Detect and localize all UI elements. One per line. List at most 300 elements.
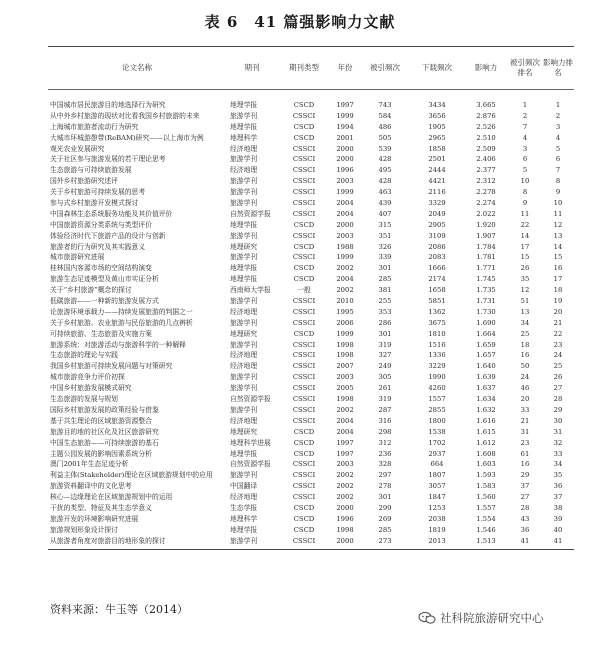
cell-year: 1997 — [336, 449, 354, 458]
cell-cite-rank: 3 — [522, 144, 528, 153]
cell-journal: 经济地理 — [230, 493, 258, 502]
header-type: 期刊类型 — [289, 63, 319, 72]
cell-year: 1994 — [336, 122, 354, 131]
cell-title: 参与式乡村旅游开发模式探讨 — [50, 199, 139, 208]
cell-impact-rank: 35 — [553, 471, 563, 480]
cell-impact-rank: 9 — [555, 188, 561, 197]
cell-downloads: 3109 — [428, 231, 446, 240]
cell-impact: 3.665 — [476, 101, 496, 109]
cell-type: CSSCI — [292, 209, 316, 218]
cell-journal: 旅游学刊 — [230, 297, 258, 306]
cell-type: CSCD — [293, 264, 315, 273]
cell-impact: 1.639 — [476, 373, 496, 382]
table-row — [48, 340, 574, 351]
cell-title: 论旅游环境承载力——持续发展旅游的判据之一 — [50, 307, 193, 316]
cell-impact-rank: 12 — [553, 220, 563, 229]
cell-title: 中国乡村旅游发展模式研究 — [50, 384, 132, 393]
cell-downloads: 3057 — [428, 482, 446, 491]
cell-title: 关于乡村旅游、农业旅游与民俗旅游的几点辨析 — [50, 318, 193, 327]
cell-type: CSCD — [293, 514, 315, 523]
cell-downloads: 2116 — [428, 188, 446, 197]
cell-year: 2003 — [336, 177, 354, 186]
cell-journal: 旅游学刊 — [230, 471, 258, 480]
watermark — [418, 610, 544, 626]
cell-title: 低碳旅游——一种新的旅游发展方式 — [50, 297, 159, 306]
cell-impact: 2.876 — [476, 111, 496, 120]
cell-journal: 旅游学刊 — [230, 253, 258, 262]
cell-cite-rank: 35 — [520, 275, 530, 284]
header-journal: 期刊 — [244, 63, 260, 72]
cell-journal: 自然资源学报 — [230, 395, 271, 404]
table-header — [48, 47, 574, 89]
cell-cites: 301 — [378, 493, 392, 502]
cell-impact: 2.377 — [476, 166, 496, 175]
cell-impact-rank: 39 — [553, 514, 563, 523]
cell-downloads: 2905 — [428, 220, 446, 229]
cell-cite-rank: 8 — [522, 188, 528, 197]
cell-impact: 1.745 — [476, 275, 496, 284]
cell-year: 2004 — [336, 427, 354, 436]
cell-title: 中国城市居民旅游目的地选择行为研究 — [50, 101, 166, 109]
cell-year: 2000 — [336, 155, 354, 164]
cell-type: CSSCI — [292, 373, 316, 382]
cell-cite-rank: 46 — [520, 384, 530, 393]
table-body — [48, 90, 574, 549]
cell-year: 2002 — [336, 405, 354, 414]
cell-title: 旅游系统：对旅游活动与旅游科学的一种解释 — [50, 340, 186, 349]
cell-type: CSSCI — [292, 395, 316, 404]
cell-downloads: 3229 — [428, 362, 446, 371]
cell-downloads: 2083 — [428, 253, 446, 262]
cell-cite-rank: 50 — [520, 362, 530, 371]
cell-impact-rank: 24 — [553, 351, 563, 360]
cell-journal: 地理学报 — [230, 220, 258, 229]
cell-year: 2002 — [336, 471, 354, 480]
cell-impact-rank: 3 — [555, 122, 561, 131]
cell-cite-rank: 61 — [520, 449, 530, 458]
cell-type: CSSCI — [292, 340, 316, 349]
cell-year: 1997 — [336, 101, 354, 109]
cell-impact: 1.784 — [476, 242, 496, 251]
table-row — [48, 394, 574, 405]
table-row — [48, 449, 574, 460]
cell-year: 2004 — [336, 209, 354, 218]
cell-impact-rank: 18 — [553, 286, 563, 295]
cell-impact-rank: 36 — [553, 482, 563, 491]
cell-cites: 269 — [378, 514, 392, 523]
cell-cites: 285 — [378, 525, 392, 534]
cell-cites: 495 — [378, 166, 392, 175]
header-cite-rank: 被引频次排名 — [510, 58, 540, 77]
cell-cites: 299 — [378, 503, 392, 512]
cell-impact-rank: 4 — [555, 133, 561, 142]
cell-type: CSCD — [293, 242, 315, 251]
cell-cites: 315 — [378, 220, 392, 229]
cell-type: CSSCI — [292, 362, 316, 371]
cell-cite-rank: 17 — [520, 242, 530, 251]
cell-journal: 经济地理 — [230, 144, 258, 153]
cell-title: 从旅游者角度对旅游目的地形象的探讨 — [50, 536, 166, 545]
cell-cites: 316 — [378, 416, 392, 425]
cell-impact: 1.657 — [476, 351, 496, 360]
cell-cite-rank: 29 — [520, 471, 530, 480]
cell-impact-rank: 37 — [553, 493, 563, 502]
cell-title: 大城市环城游憩带(ReBAM)研究——以上海市为例 — [50, 133, 204, 142]
cell-year: 1998 — [336, 351, 354, 360]
cell-impact: 1.920 — [476, 220, 496, 229]
cell-cites: 319 — [378, 395, 392, 404]
cell-downloads: 3656 — [428, 111, 446, 120]
cell-impact-rank: 28 — [553, 395, 563, 404]
cell-cite-rank: 43 — [520, 514, 530, 523]
cell-impact-rank: 38 — [553, 503, 563, 512]
cell-cite-rank: 4 — [522, 133, 528, 142]
table-row — [48, 438, 574, 449]
cell-type: CSSCI — [292, 166, 316, 175]
cell-downloads: 3434 — [428, 101, 446, 109]
cell-cites: 273 — [378, 536, 392, 545]
cell-year: 2004 — [336, 199, 354, 208]
cell-year: 2000 — [336, 536, 354, 545]
cell-title: 中国森林生态系统服务功能及其价值评价 — [50, 209, 173, 218]
cell-cite-rank: 11 — [520, 209, 530, 218]
cell-cites: 326 — [378, 242, 392, 251]
cell-type: CSSCI — [292, 307, 316, 316]
cell-downloads: 2444 — [428, 166, 446, 175]
cell-impact-rank: 26 — [553, 373, 563, 382]
cell-cite-rank: 10 — [520, 177, 530, 186]
cell-impact: 1.513 — [476, 536, 496, 545]
cell-downloads: 1362 — [428, 307, 446, 316]
cell-cites: 278 — [378, 482, 392, 491]
cell-type: CSCD — [293, 275, 315, 284]
cell-type: CSSCI — [292, 482, 316, 491]
cell-impact-rank: 7 — [555, 166, 561, 175]
table-row — [48, 198, 574, 209]
table-row — [48, 144, 574, 155]
cell-cite-rank: 16 — [520, 351, 530, 360]
table-row — [48, 122, 574, 133]
cell-journal: 旅游学刊 — [230, 384, 258, 393]
table-row — [48, 536, 574, 547]
cell-type: CSSCI — [292, 318, 316, 327]
cell-year: 1999 — [336, 111, 354, 120]
cell-impact-rank: 17 — [553, 275, 563, 284]
cell-title: 观光农业发展研究 — [50, 144, 105, 153]
cell-impact: 2.312 — [476, 177, 496, 186]
cell-type: CSSCI — [292, 144, 316, 153]
cell-cite-rank: 27 — [520, 493, 530, 502]
cell-type: CSSCI — [292, 460, 316, 469]
cell-cites: 407 — [378, 209, 392, 218]
cell-cites: 328 — [378, 460, 392, 469]
data-table — [48, 46, 574, 550]
cell-impact-rank: 11 — [553, 209, 563, 218]
cell-title: 体验经济时代下旅游产品的设计与创新 — [50, 231, 166, 240]
cell-type: CSSCI — [292, 416, 316, 425]
cell-impact-rank: 6 — [555, 155, 561, 164]
cell-journal: 地理研究 — [230, 427, 258, 436]
cell-impact: 1.731 — [476, 297, 496, 306]
cell-cites: 249 — [378, 362, 392, 371]
cell-cite-rank: 20 — [520, 395, 530, 404]
cell-downloads: 1807 — [428, 471, 446, 480]
cell-cite-rank: 23 — [520, 438, 530, 447]
cell-impact-rank: 32 — [553, 438, 563, 447]
cell-type: CSCD — [293, 449, 315, 458]
table-row — [48, 209, 574, 220]
cell-type: CSSCI — [292, 155, 316, 164]
cell-impact: 2.526 — [476, 122, 496, 131]
cell-journal: 经济地理 — [230, 351, 258, 360]
table-row — [48, 405, 574, 416]
cell-impact: 1.632 — [476, 405, 496, 414]
cell-cite-rank: 26 — [520, 264, 530, 273]
cell-title: 关于乡村旅游可持续发展的思考 — [50, 188, 146, 197]
cell-cite-rank: 31 — [520, 427, 530, 436]
cell-cites: 463 — [378, 188, 392, 197]
cell-cite-rank: 37 — [520, 482, 530, 491]
cell-downloads: 2038 — [428, 514, 446, 523]
cell-cites: 486 — [378, 122, 392, 131]
table-row — [48, 285, 574, 296]
cell-impact-rank: 15 — [553, 253, 563, 262]
cell-title: 生态旅游与可持续旅游发展 — [50, 166, 132, 175]
cell-journal: 旅游学刊 — [230, 405, 258, 414]
cell-downloads: 2174 — [428, 275, 446, 284]
cell-title: 旅游者的行为研究及其实践意义 — [50, 242, 146, 251]
table-row — [48, 111, 574, 122]
table-row — [48, 263, 574, 274]
cell-year: 2003 — [336, 231, 354, 240]
cell-downloads: 1702 — [428, 438, 446, 447]
cell-title: 生态旅游的发展与规划 — [50, 395, 118, 404]
cell-journal: 旅游学刊 — [230, 111, 258, 120]
cell-impact: 1.557 — [476, 503, 496, 512]
cell-downloads: 1800 — [428, 416, 446, 425]
table-row — [48, 307, 574, 318]
cell-title: 利益主体(Stakeholder)理论在区域旅游规划中的应用 — [50, 471, 213, 480]
table-row — [48, 459, 574, 470]
cell-journal: 地理学报 — [230, 449, 258, 458]
cell-impact: 1.664 — [476, 329, 496, 338]
cell-impact: 1.659 — [476, 340, 496, 349]
cell-journal: 经济地理 — [230, 307, 258, 316]
cell-impact-rank: 8 — [555, 177, 561, 186]
table-row — [48, 231, 574, 242]
cell-cites: 428 — [378, 155, 392, 164]
cell-impact: 1.907 — [476, 231, 496, 240]
table-row — [48, 242, 574, 253]
header-impact: 影响力 — [474, 63, 498, 72]
cell-impact: 1.593 — [476, 471, 496, 480]
cell-type: CSCD — [293, 438, 315, 447]
cell-journal: 生态学报 — [230, 503, 258, 512]
table-row — [48, 187, 574, 198]
cell-cites: 353 — [378, 307, 392, 316]
cell-impact: 1.735 — [476, 286, 496, 295]
cell-impact: 1.603 — [476, 460, 496, 469]
table-row — [48, 133, 574, 144]
cell-cite-rank: 21 — [520, 416, 530, 425]
cell-impact: 2.510 — [476, 133, 496, 142]
table-row — [48, 361, 574, 372]
cell-cites: 301 — [378, 264, 392, 273]
cell-title: 澳门2001年生态足迹分析 — [50, 460, 129, 469]
cell-year: 2001 — [336, 133, 354, 142]
cell-impact-rank: 23 — [553, 340, 563, 349]
cell-cites: 351 — [378, 231, 392, 240]
cell-journal: 自然资源学报 — [230, 460, 271, 469]
cell-downloads: 1819 — [428, 525, 446, 534]
cell-year: 2002 — [336, 493, 354, 502]
table-row — [48, 525, 574, 536]
cell-downloads: 4421 — [428, 177, 446, 186]
cell-year: 2007 — [336, 362, 354, 371]
cell-cite-rank: 22 — [520, 220, 530, 229]
cell-cites: 305 — [378, 373, 392, 382]
cell-impact: 1.615 — [476, 427, 496, 436]
cell-impact: 1.634 — [476, 395, 496, 404]
cell-impact: 1.771 — [476, 264, 496, 273]
cell-title: 干扰的类型、特征及其生态学意义 — [50, 503, 152, 512]
cell-title: 关于社区参与旅游发展的若干理论思考 — [50, 155, 166, 164]
cell-type: CSSCI — [292, 188, 316, 197]
cell-type: CSSCI — [292, 111, 316, 120]
cell-journal: 旅游学刊 — [230, 188, 258, 197]
cell-downloads: 2013 — [428, 536, 446, 545]
cell-cites: 339 — [378, 253, 392, 262]
cell-title: 关于“乡村旅游”概念的探讨 — [50, 286, 132, 295]
cell-year: 2002 — [336, 482, 354, 491]
cell-cite-rank: 16 — [520, 460, 530, 469]
table-row — [48, 481, 574, 492]
cell-downloads: 3675 — [428, 318, 446, 327]
cell-cites: 301 — [378, 329, 392, 338]
cell-downloads: 1253 — [428, 503, 446, 512]
cell-cite-rank: 7 — [522, 122, 528, 131]
cell-type: CSSCI — [292, 199, 316, 208]
cell-title: 可持续旅游、生态旅游及实施方案 — [50, 329, 152, 338]
header-year: 年份 — [337, 63, 353, 72]
cell-type: CSSCI — [292, 471, 316, 480]
cell-cite-rank: 9 — [522, 199, 528, 208]
cell-impact: 1.554 — [476, 514, 496, 523]
table-row — [48, 176, 574, 187]
cell-journal: 经济地理 — [230, 362, 258, 371]
table-row — [48, 427, 574, 438]
cell-cite-rank: 6 — [522, 155, 528, 164]
table-row — [48, 318, 574, 329]
cell-impact-rank: 13 — [553, 231, 563, 240]
cell-year: 2003 — [336, 373, 354, 382]
cell-type: CSCD — [293, 503, 315, 512]
cell-journal: 地理科学 — [230, 133, 258, 142]
cell-impact-rank: 21 — [553, 318, 563, 327]
cell-year: 1997 — [336, 438, 354, 447]
cell-cites: 298 — [378, 427, 392, 436]
cell-downloads: 3329 — [428, 199, 446, 208]
cell-cites: 319 — [378, 340, 392, 349]
cell-journal: 中国翻译 — [230, 482, 258, 491]
table-row — [48, 350, 574, 361]
cell-impact: 2.274 — [476, 199, 496, 208]
cell-year: 1995 — [336, 307, 354, 316]
cell-impact: 1.546 — [476, 525, 496, 534]
cell-impact-rank: 14 — [553, 242, 563, 251]
cell-impact: 1.690 — [476, 318, 496, 327]
cell-title: 主题公园发展的影响因素系统分析 — [50, 449, 152, 458]
cell-downloads: 1810 — [428, 329, 446, 338]
cell-cite-rank: 24 — [520, 373, 530, 382]
cell-impact-rank: 34 — [553, 460, 563, 469]
cell-type: CSSCI — [292, 351, 316, 360]
cell-title: 旅游资料翻译中的文化思考 — [50, 482, 132, 491]
cell-cite-rank: 51 — [520, 297, 530, 306]
cell-downloads: 2501 — [428, 155, 446, 164]
cell-year: 1998 — [336, 525, 354, 534]
cell-impact-rank: 40 — [553, 525, 563, 534]
cell-impact: 2.022 — [476, 209, 496, 218]
cell-type: CSCD — [293, 122, 315, 131]
cell-year: 1988 — [336, 242, 354, 251]
table-row — [48, 329, 574, 340]
cell-year: 1999 — [336, 329, 354, 338]
cell-cite-rank: 28 — [520, 503, 530, 512]
table-row — [48, 492, 574, 503]
cell-impact: 1.560 — [476, 493, 496, 502]
cell-journal: 旅游学刊 — [230, 177, 258, 186]
cell-impact: 1.637 — [476, 384, 496, 393]
cell-downloads: 1666 — [428, 264, 446, 273]
header-title: 论文名称 — [122, 63, 152, 72]
cell-title: 我国乡村旅游可持续发展问题与对策研究 — [50, 362, 173, 371]
cell-journal: 旅游学刊 — [230, 199, 258, 208]
cell-title: 旅游规划形象设计探讨 — [50, 525, 118, 534]
cell-impact: 1.583 — [476, 482, 496, 491]
cell-impact: 1.616 — [476, 416, 496, 425]
cell-journal: 经济地理 — [230, 166, 258, 175]
cell-impact-rank: 22 — [553, 329, 563, 338]
cell-year: 2003 — [336, 460, 354, 469]
cell-type: CSSCI — [292, 536, 316, 545]
cell-impact-rank: 2 — [555, 111, 561, 120]
cell-cite-rank: 15 — [520, 253, 530, 262]
cell-downloads: 1516 — [428, 340, 446, 349]
cell-downloads: 1905 — [428, 122, 446, 131]
cell-cites: 505 — [378, 133, 392, 142]
cell-year: 1998 — [336, 395, 354, 404]
cell-cites: 584 — [378, 111, 392, 120]
cell-year: 2006 — [336, 318, 354, 327]
cell-impact: 1.781 — [476, 253, 496, 262]
cell-cites: 255 — [378, 297, 392, 306]
cell-type: CSCD — [293, 427, 315, 436]
cell-impact-rank: 1 — [555, 101, 561, 109]
cell-impact: 1.730 — [476, 307, 496, 316]
table-row — [48, 470, 574, 481]
cell-cites: 428 — [378, 177, 392, 186]
cell-downloads: 1990 — [428, 373, 446, 382]
cell-cite-rank: 12 — [520, 286, 530, 295]
cell-title: 核心—边缘理论在区域旅游规划中的运用 — [50, 493, 173, 502]
table-row — [48, 372, 574, 383]
cell-downloads: 2965 — [428, 133, 446, 142]
cell-title: 城市旅游竞争力评价初探 — [50, 373, 125, 382]
cell-cite-rank: 14 — [520, 231, 530, 240]
cell-downloads: 4260 — [428, 384, 446, 393]
cell-title: 国外乡村旅游研究述评 — [50, 177, 118, 186]
